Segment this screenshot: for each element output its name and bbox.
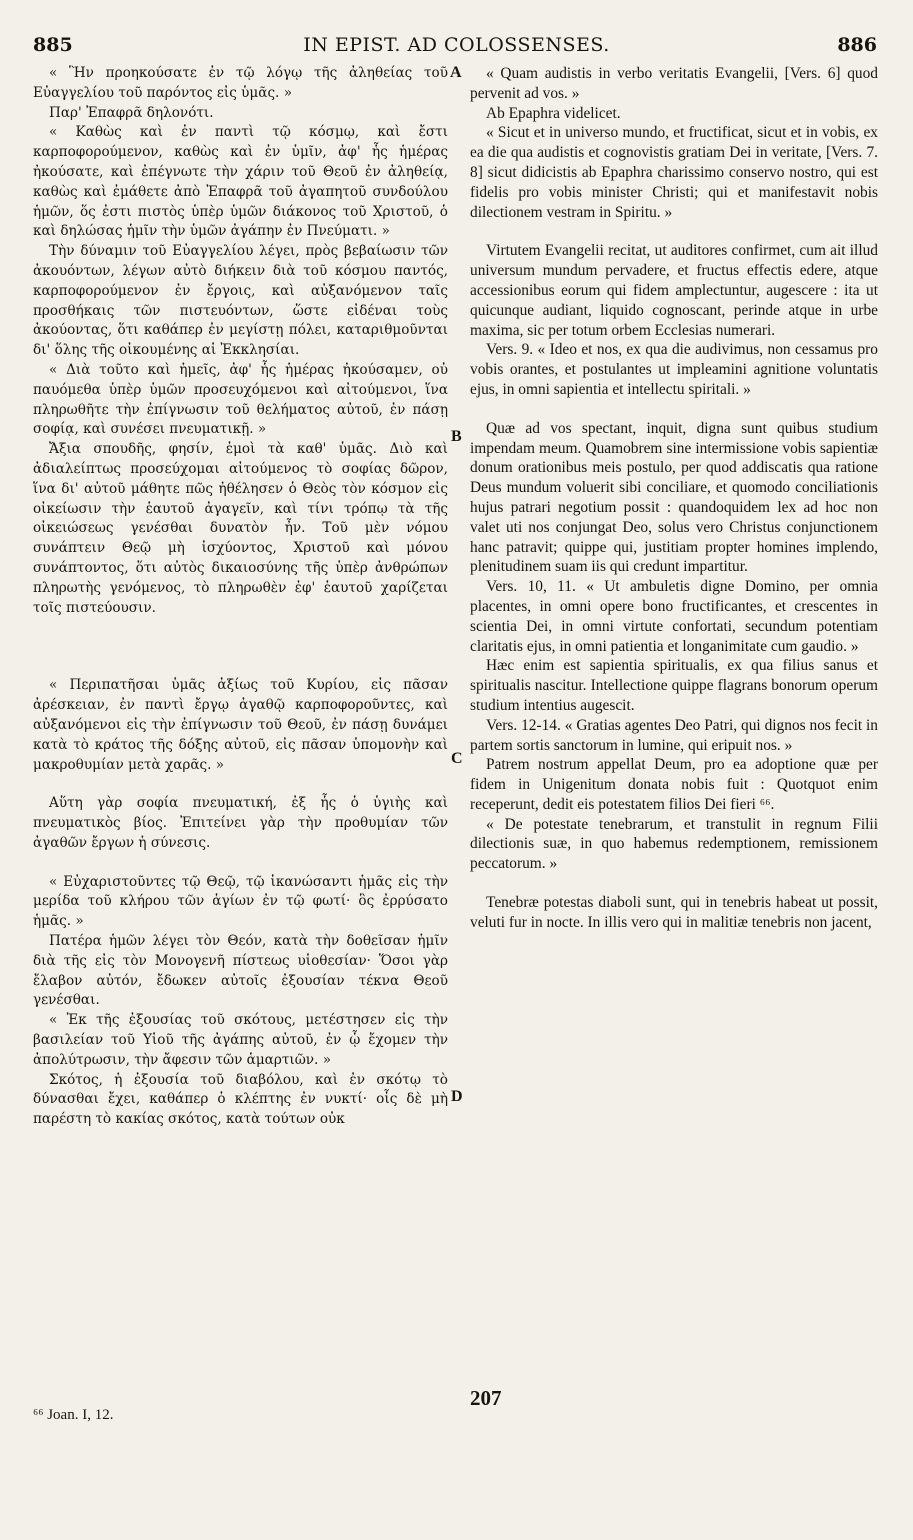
latin-paragraph: Tenebræ potestas diaboli sunt, qui in tenebris habeat ut possit, veluti fur in nocte. In illis vero qui in malitiæ tenebris non jacent, bbox=[470, 894, 878, 931]
latin-paragraph: « De potestate tenebrarum, et transtulit in regnum Filii dilectionis suæ, in quo habemus redemptionem, remissionem peccatorum. » bbox=[470, 815, 878, 873]
page-number-left: 885 bbox=[33, 34, 73, 56]
latin-paragraph: « Quam audistis in verbo veritatis Evangelii, [Vers. 6] quod pervenit ad vos. » bbox=[470, 65, 878, 102]
greek-column bbox=[33, 64, 448, 1480]
margin-letter-b: B bbox=[451, 428, 462, 445]
latin-paragraph: Vers. 10, 11. « Ut ambuletis digne Domino, per omnia placentes, in omni opere bono fructificantes, et crescentes in scientia Dei, in omni virtute confortati, secundum potentiam claritatis ejus, in omni patientia et longanimitate cum gaudio. » bbox=[470, 578, 878, 655]
greek-paragraph: Αὕτη γὰρ σοφία πνευματική, ἐξ ἧς ὁ ὑγιὴς καὶ πνευματικὸς βίος. Ἐπιτείνει γὰρ τὴν προθυμίαν τῶν ἀγαθῶν ἔργων ἡ σύνεσις. bbox=[33, 795, 448, 851]
latin-column bbox=[470, 64, 878, 1480]
margin-letter-a: A bbox=[450, 64, 462, 81]
greek-paragraph: Ἄξια σπουδῆς, φησίν, ἐμοὶ τὰ καθ' ὑμᾶς. Διὸ καὶ ἀδιαλείπτως προσεύχομαι αἰτούμενος τὸ σοφίας δῶρον, ἵνα δι' αὐτοῦ μάθητε πῶς ἠθέλησεν ὁ Θεὸς τὸν κόσμον εἰς οἰκείωσιν τὴν ἑαυτοῦ ἀγαγεῖν, καὶ τίνι τρόπῳ τὰ τῆς οἰκειώσεως γενέσθαι δυνατὸν ἦν. Τοῦ μὲν νόμου συνάπτειν Θεῷ μὴ ἰσχύοντος, Χριστοῦ καὶ μόνου συνάπτοντος, ὅτι αὐτὸς δικαιοσύνης τῆς ὑπὲρ ἀνθρώπων πληρωτὴς γενόμενος, τὸ πληρωθὲν ἐφ' ἑαυτοῦ χαρίζεται τοῖς πιστεύουσιν. bbox=[33, 441, 448, 616]
greek-paragraph: Πατέρα ἡμῶν λέγει τὸν Θεόν, κατὰ τὴν δοθεῖσαν ἡμῖν διὰ τῆς εἰς τὸν Μονογενῆ πίστεως υἱοθεσίαν· Ὅσοι γὰρ ἔλαβον αὐτόν, ἔδωκεν αὐτοῖς ἐξουσίαν τέκνα Θεοῦ γενέσθαι. bbox=[33, 933, 448, 1009]
greek-paragraph: Τὴν δύναμιν τοῦ Εὐαγγελίου λέγει, πρὸς βεβαίωσιν τῶν ἀκουόντων, λέγων αὐτὸ διήκειν διὰ τοῦ κόσμου παντός, καρποφορούμενον ἐν ἔργοις, καὶ αὐξανόμενον ταῖς προσθήκαις τῶν πιστευόντων, ὥστε εἰδέναι τοὺς ἀκούοντας, ὅτι καθάπερ ἐν μεγίστῃ πόλει, καταριθμοῦνται δι' ὅλης τῆς οἰκουμένης αἱ Ἐκκλησίαι. bbox=[33, 243, 448, 359]
running-title: IN EPIST. AD COLOSSENSES. bbox=[303, 34, 610, 56]
latin-paragraph: Hæc enim est sapientia spiritualis, ex qua filius sanus et spiritualis nascitur. Intellectione quippe flagrans bonorum operum studium intentius augescit. bbox=[470, 657, 878, 714]
latin-paragraph: Vers. 12-14. « Gratias agentes Deo Patri, qui dignos nos fecit in partem sortis sanctorum in lumine, qui eripuit nos. » bbox=[470, 716, 878, 754]
greek-paragraph: Παρ' Ἐπαφρᾶ δηλονότι. bbox=[49, 104, 214, 121]
margin-letter-c: C bbox=[451, 750, 463, 767]
original-page-marker: 207 bbox=[470, 1386, 502, 1410]
latin-paragraph: Patrem nostrum appellat Deum, pro ea adoptione quæ per fidem in Unigenitum donata nobis fuit : Quotquot enim receperunt, dedit eis potestatem filios Dei fieri ⁶⁶. bbox=[470, 756, 878, 813]
latin-paragraph: « Sicut et in universo mundo, et fructificat, sicut et in vobis, ex ea die qua audistis et cognovistis gratiam Dei in veritate, [Vers. 7. 8] sicut didicistis ab Epaphra charissimo conservo nostro, qui est fidelis pro vobis minister Christi; qui et manifestavit nobis dilectionem vestram in Spiritu. » bbox=[470, 124, 878, 221]
greek-paragraph: « Εὐχαριστοῦντες τῷ Θεῷ, τῷ ἱκανώσαντι ἡμᾶς εἰς τὴν μερίδα τοῦ κλήρου τῶν ἁγίων ἐν τῷ φωτί· ὃς ἐρρύσατο ἡμᾶς. » bbox=[33, 873, 448, 930]
greek-paragraph: « Καθὼς καὶ ἐν παντὶ τῷ κόσμῳ, καὶ ἔστι καρποφορούμενον, καθὼς καὶ ἐν ὑμῖν, ἀφ' ἧς ἡμέρας ἠκούσατε, καὶ ἐπέγνωτε τὴν χάριν τοῦ Θεοῦ ἐν ἀληθείᾳ, καθὼς καὶ ἐμάθετε ἀπὸ Ἐπαφρᾶ τοῦ ἀγαπητοῦ συνδούλου ἡμῶν, ὅς ἐστι πιστὸς ὑπὲρ ὑμῶν διάκονος τοῦ Χριστοῦ, ὁ καὶ δηλώσας ἡμῖν τὴν ὑμῶν ἀγάπην ἐν Πνεύματι. » bbox=[33, 124, 448, 240]
latin-paragraph: Vers. 9. « Ideo et nos, ex qua die audivimus, non cessamus pro vobis orantes, et postulantes ut impleamini agnitione voluntatis ejus, in omni sapientia et intellectu spiritali. » bbox=[470, 341, 878, 398]
latin-paragraph: Quæ ad vos spectant, inquit, digna sunt quibus studium impendam meum. Quamobrem sine intermissione vobis sapientiæ donum orationibus meis postulo, per quod addiscatis qua ratione Deus mundum voluerit sibi conciliare, et quomodo conciliationis hujus patrari negotium possit : quandoquidem lex ad hoc non valet uti nos conjungat Deo, solus vero Christus conjunctionem hanc patravit; quippe qui, justitiam propter homines implendo, plenitudinem suam iis qui credunt impartitur. bbox=[470, 419, 878, 576]
footnote: ⁶⁶ Joan. I, 12. bbox=[33, 1407, 114, 1423]
greek-paragraph: « Ἣν προηκούσατε ἐν τῷ λόγῳ τῆς ἀληθείας τοῦ Εὐαγγελίου τοῦ παρόντος εἰς ὑμᾶς. » bbox=[33, 65, 448, 101]
greek-paragraph: « Περιπατῆσαι ὑμᾶς ἀξίως τοῦ Κυρίου, εἰς πᾶσαν ἀρέσκειαν, ἐν παντὶ ἔργῳ ἀγαθῷ καρποφοροῦντες, καὶ αὐξανόμενοι εἰς τὴν ἐπίγνωσιν τοῦ Θεοῦ, ἐν πάσῃ δυνάμει κατὰ τὸ κράτος τῆς δόξης αὐτοῦ, εἰς πᾶσαν ὑπομονὴν καὶ μακροθυμίαν μετὰ χαρᾶς. » bbox=[33, 677, 448, 773]
latin-paragraph: Ab Epaphra videlicet. bbox=[486, 104, 621, 122]
latin-paragraph: Virtutem Evangelii recitat, ut auditores confirmet, cum ait illud universum mundum pervadere, et fructus effectis edere, atque accessionibus eorum qui fidem amplectuntur, augescere : ita ut quicunque audiant, liquido cognoscant, perinde atque in urbe maxima, sic per totum orbem Ecclesias numerari. bbox=[470, 242, 878, 339]
page-number-right: 886 bbox=[837, 34, 877, 56]
page-header bbox=[0, 0, 913, 60]
greek-paragraph: « Ἐκ τῆς ἐξουσίας τοῦ σκότους, μετέστησεν εἰς τὴν βασιλείαν τοῦ Υἱοῦ τῆς ἀγάπης αὐτοῦ, ἐν ᾧ ἔχομεν τὴν ἀπολύτρωσιν, τὴν ἄφεσιν τῶν ἁμαρτιῶν. » bbox=[33, 1012, 448, 1068]
greek-paragraph: Σκότος, ἡ ἐξουσία τοῦ διαβόλου, καὶ ἐν σκότῳ τὸ δύνασθαι ἔχει, καθάπερ ὁ κλέπτης ἐν νυκτί· οἷς δὲ μὴ παρέστη τὸ κακίας σκότος, κατὰ τούτων οὐκ bbox=[33, 1071, 448, 1128]
greek-paragraph: « Διὰ τοῦτο καὶ ἡμεῖς, ἀφ' ἧς ἡμέρας ἠκούσαμεν, οὐ παυόμεθα ὑπὲρ ὑμῶν προσευχόμενοι καὶ αἰτούμενοι, ἵνα πληρωθῆτε τὴν ἐπίγνωσιν τοῦ θελήματος αὐτοῦ, ἐν πάσῃ σοφίᾳ, καὶ συνέσει πνευματικῇ. » bbox=[33, 361, 448, 438]
margin-letter-d: D bbox=[451, 1088, 463, 1105]
